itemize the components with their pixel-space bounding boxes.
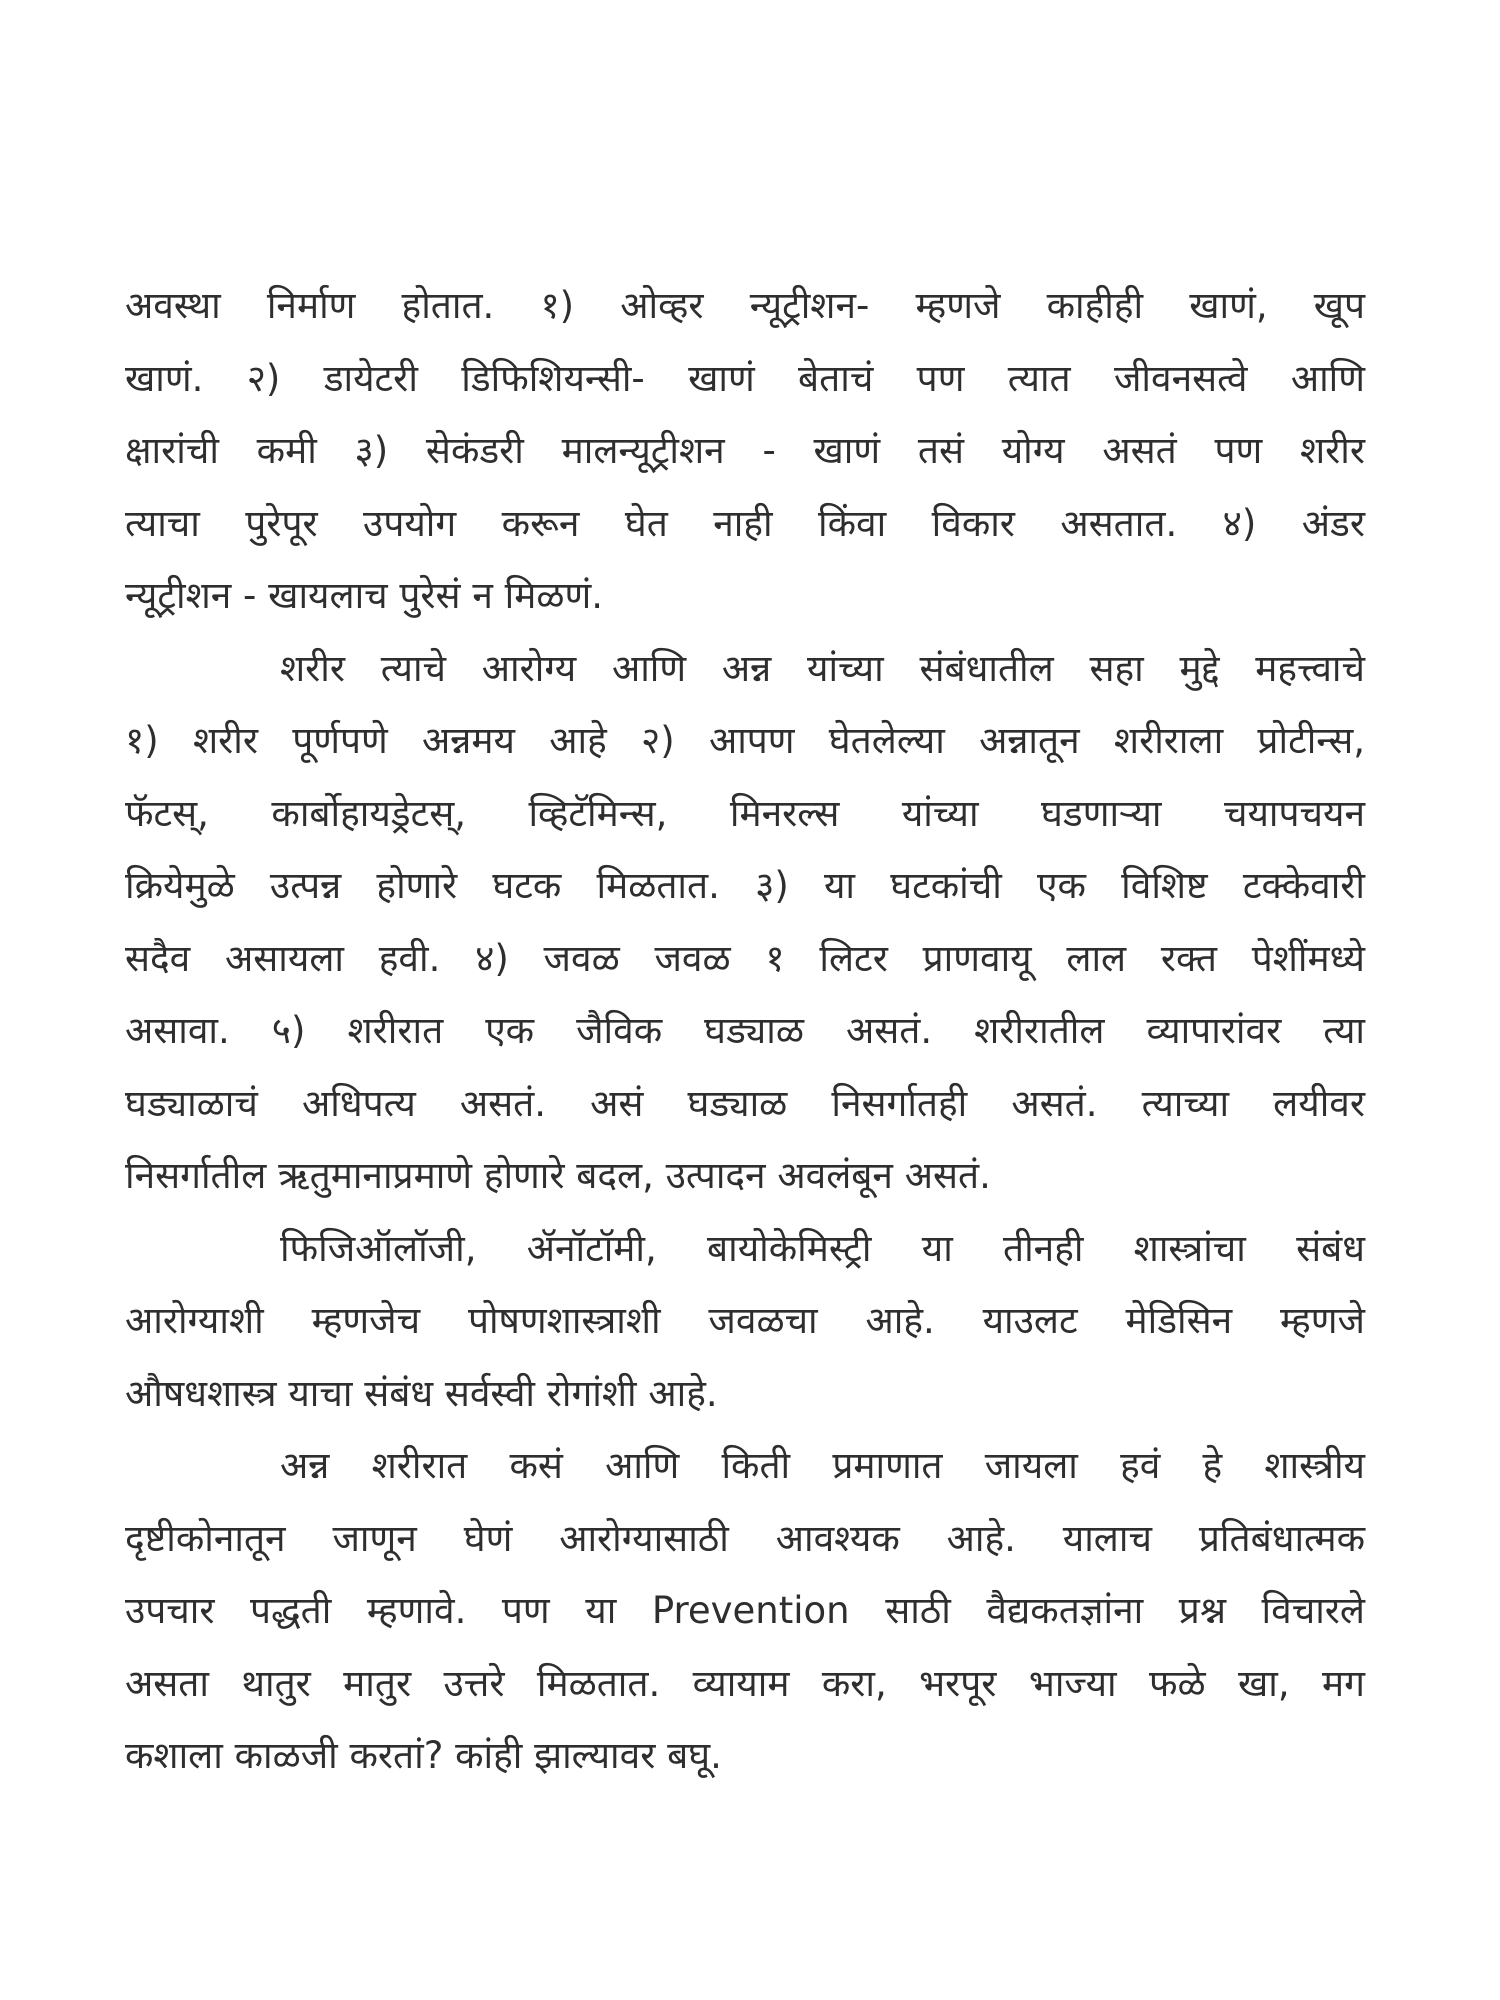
text-line: फिजिऑलॉजी, ॲनॉटॉमी, बायोकेमिस्ट्री या तीनही शास्त्रांचा संबंध	[280, 1226, 1365, 1270]
text-line: फॅटस्, कार्बोहायड्रेटस्, व्हिटॅमिन्स, मिनरल्स यांच्या घडणाऱ्या चयापचयन	[125, 791, 1365, 835]
text-line: त्याचा पुरेपूर उपयोग करून घेत नाही किंवा विकार असतात. ४) अंडर	[125, 501, 1365, 545]
paragraph-1	[125, 270, 1365, 633]
text-line: असता थातुर मातुर उत्तरे मिळतात. व्यायाम करा, भरपूर भाज्या फळे खा, मग	[125, 1661, 1365, 1705]
text-line: औषधशास्त्र याचा संबंध सर्वस्वी रोगांशी आहे.	[125, 1371, 718, 1415]
document-page	[125, 270, 1365, 1793]
paragraph-2	[125, 633, 1365, 1213]
text-line: अवस्था निर्माण होतात. १) ओव्हर न्यूट्रीशन- म्हणजे काहीही खाणं, खूप	[125, 284, 1365, 327]
text-line: असावा. ५) शरीरात एक जैविक घड्याळ असतं. शरीरातील व्यापारांवर त्या	[125, 1009, 1365, 1052]
text-line: शरीर त्याचे आरोग्य आणि अन्न यांच्या संबंधातील सहा मुद्दे महत्त्वाचे	[280, 646, 1365, 690]
text-line: १) शरीर पूर्णपणे अन्नमय आहे २) आपण घेतलेल्या अन्नातून शरीराला प्रोटीन्स,	[125, 719, 1365, 762]
text-line: कशाला काळजी करतां? कांही झाल्यावर बघू.	[125, 1734, 722, 1777]
text-line: सदैव असायला हवी. ४) जवळ जवळ १ लिटर प्राणवायू लाल रक्त पेशींमध्ये	[125, 936, 1365, 980]
text-line: आरोग्याशी म्हणजेच पोषणशास्त्राशी जवळचा आहे. याउलट मेडिसिन म्हणजे	[125, 1299, 1365, 1342]
text-line: घड्याळाचं अधिपत्य असतं. असं घड्याळ निसर्गातही असतं. त्याच्या लयीवर	[125, 1081, 1365, 1125]
text-line: अन्न शरीरात कसं आणि किती प्रमाणात जायला हवं हे शास्त्रीय	[280, 1444, 1365, 1487]
text-line: न्यूट्रीशन - खायलाच पुरेसं न मिळणं.	[125, 574, 603, 617]
paragraph-4	[125, 1430, 1365, 1793]
paragraph-3	[125, 1213, 1365, 1431]
text-line: क्रियेमुळे उत्पन्न होणारे घटक मिळतात. ३) या घटकांची एक विशिष्ट टक्केवारी	[125, 864, 1365, 907]
text-line: निसर्गातील ऋतुमानाप्रमाणे होणारे बदल, उत्पादन अवलंबून असतं.	[125, 1154, 991, 1197]
text-line: उपचार पद्धती म्हणावे. पण या Prevention साठी वैद्यकतज्ञांना प्रश्न विचारले	[125, 1589, 1365, 1632]
text-line: क्षारांची कमी ३) सेकंडरी मालन्यूट्रीशन - खाणं तसं योग्य असतं पण शरीर	[125, 429, 1365, 472]
text-line: दृष्टीकोनातून जाणून घेणं आरोग्यासाठी आवश्यक आहे. यालाच प्रतिबंधात्मक	[125, 1516, 1365, 1560]
text-line: खाणं. २) डायेटरी डिफिशियन्सी- खाणं बेताचं पण त्यात जीवनसत्वे आणि	[125, 356, 1365, 400]
